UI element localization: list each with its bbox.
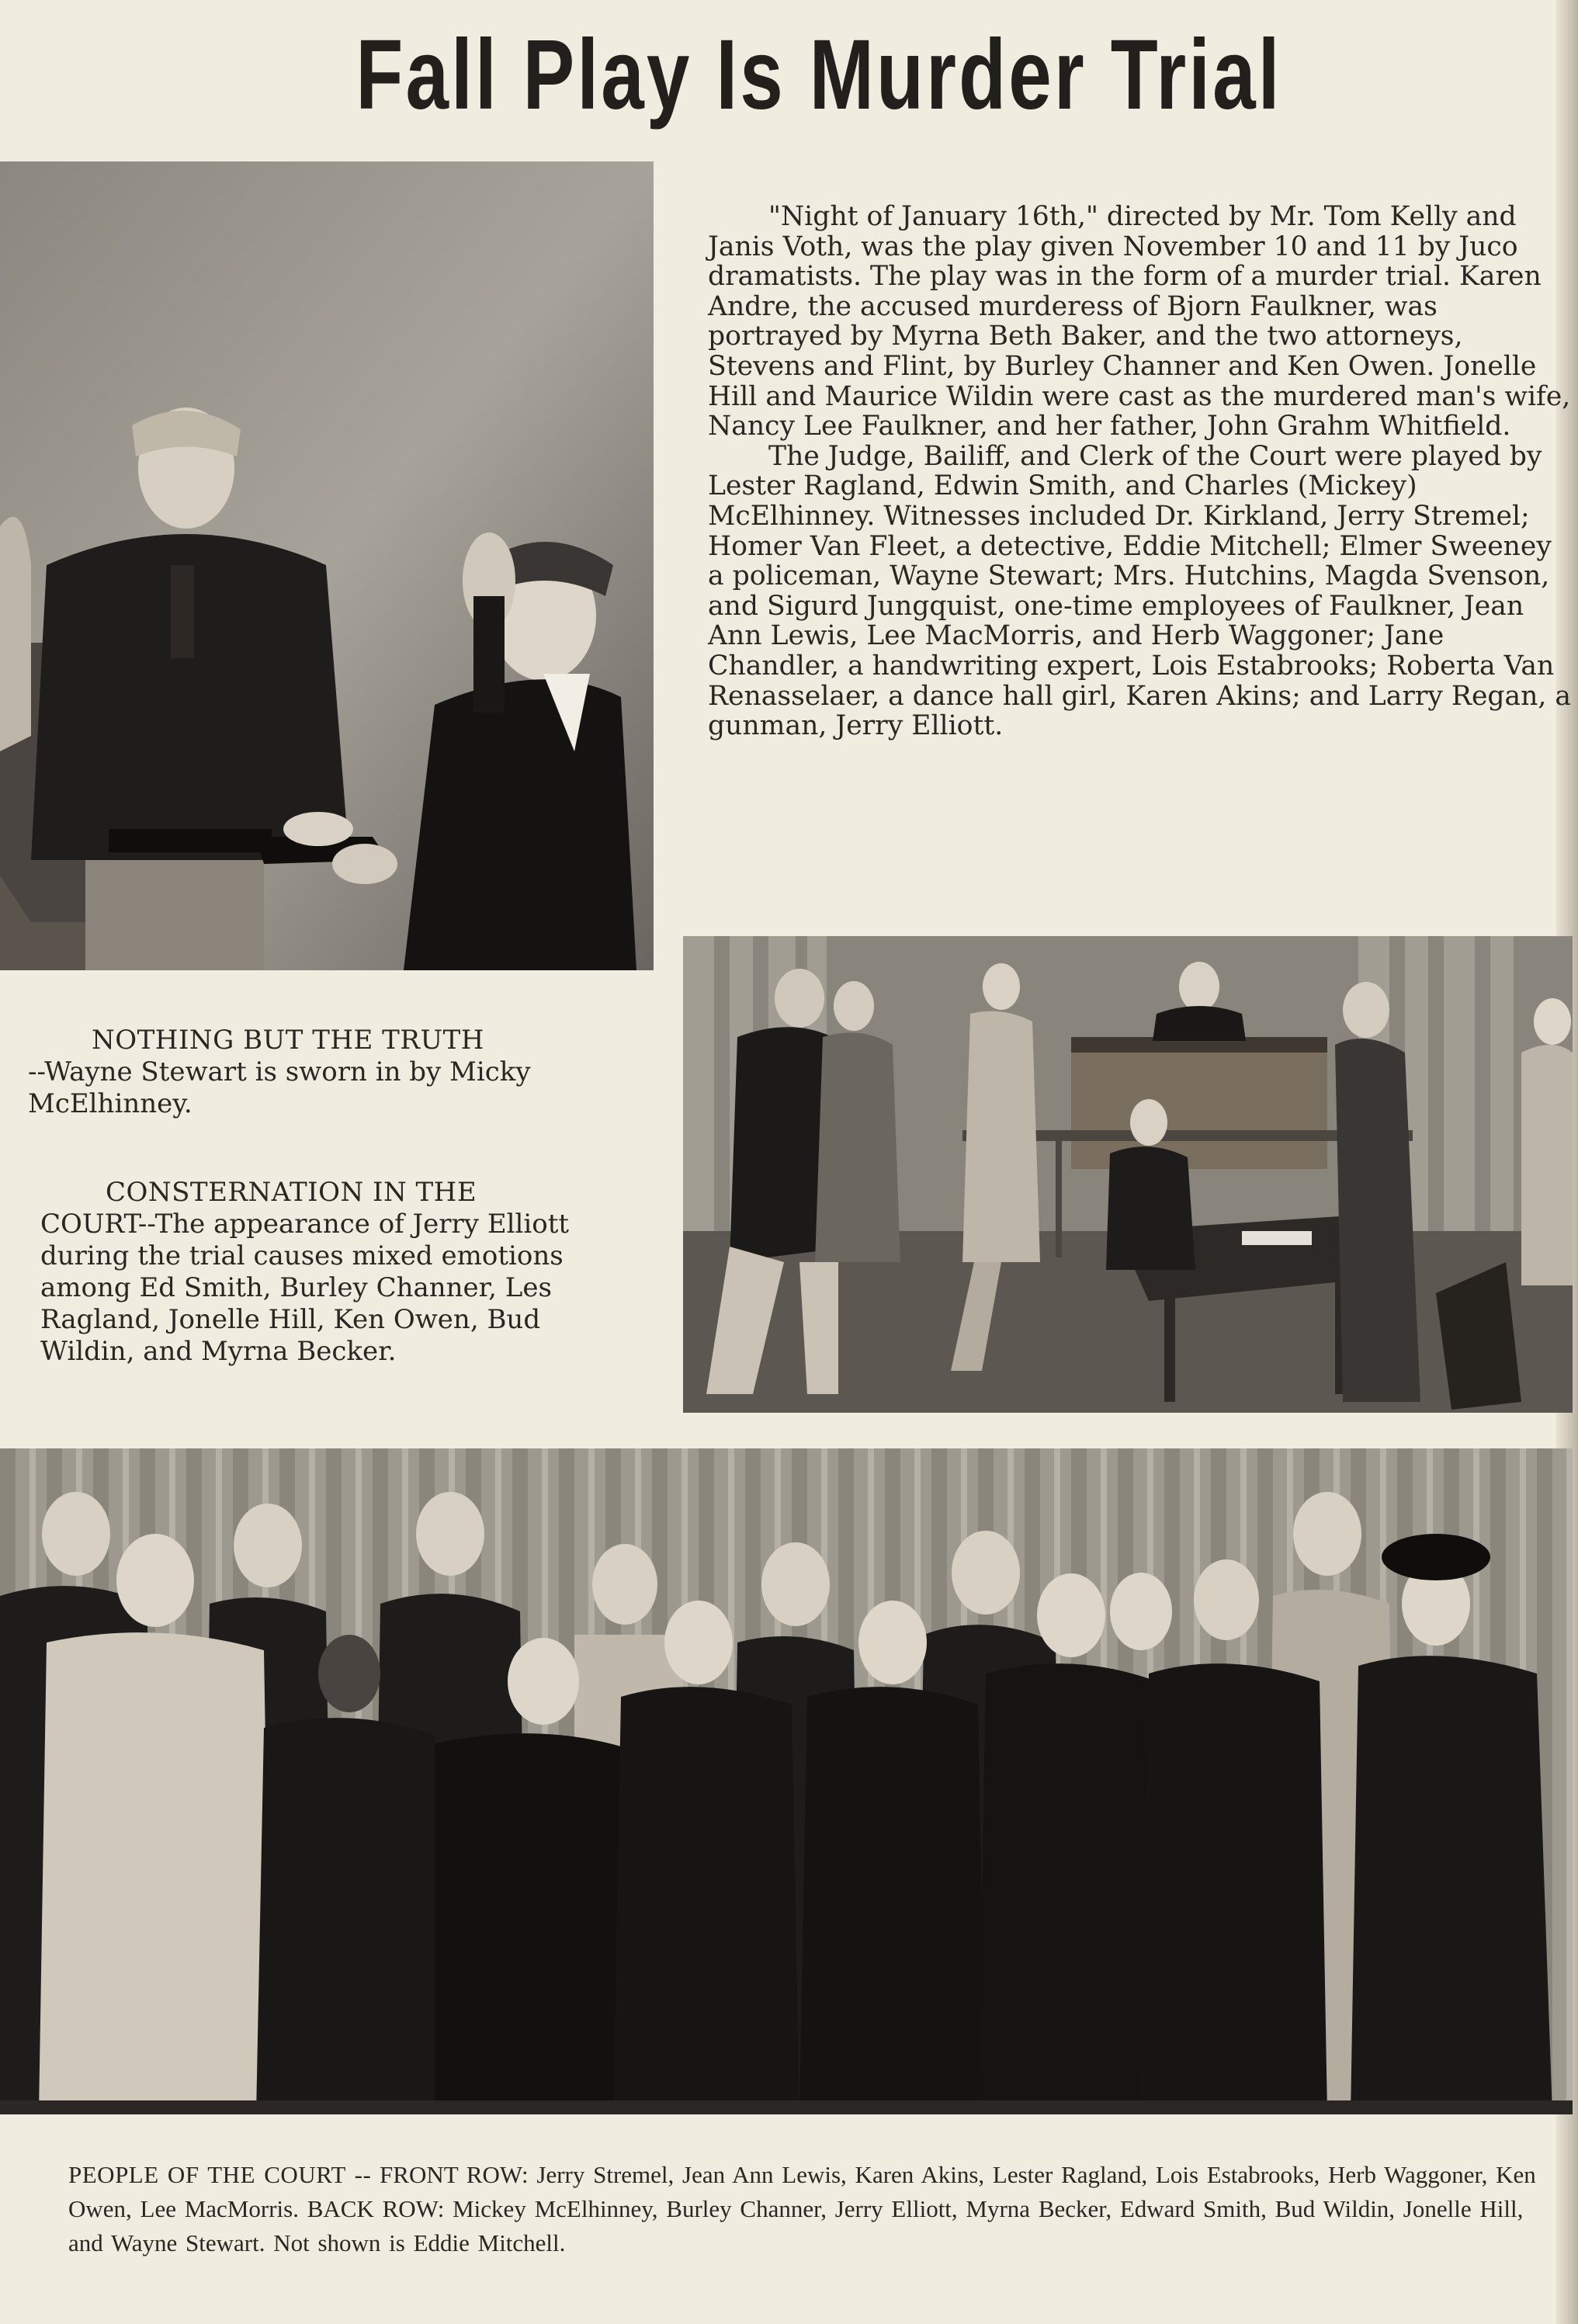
caption-courtroom — [40, 1177, 630, 1368]
caption-cast-lead: PEOPLE OF THE COURT -- — [68, 2161, 372, 2188]
caption-courtroom-body: COURT--The appearance of Jerry Elliott during the trial causes mixed emotions among Ed Smith, Burley Channer, Les Ragland, Jonelle Hill, Ken Owen, Bud Wildin, and Myrna Becker. — [40, 1209, 570, 1367]
caption-swearing-in — [28, 1025, 633, 1120]
article-paragraph-2 — [708, 442, 1573, 741]
caption-cast-group — [68, 2158, 1543, 2260]
caption-courtroom-head: CONSTERNATION IN THE — [106, 1177, 477, 1208]
caption-swearing-in-head: NOTHING BUT THE TRUTH — [92, 1025, 484, 1056]
photo-swearing-in — [0, 161, 654, 970]
article-paragraph-2-text: The Judge, Bailiff, and Clerk of the Court were played by Lester Ragland, Edwin Smith, and Charles (Mickey) McElhinney. Witnesses included Dr. Kirkland, Jerry Stremel; Homer Van Fleet, a detective, Eddie Mitchell; Elmer Sweeney a policeman, Wayne Stewart; Mrs. Hutchins, Magda Svenson, and Sigurd Jungquist, one-time employees of Faulkner, Jean Ann Lewis, Lee MacMorris, and Herb Waggoner; Jane Chandler, a handwriting expert, Lois Estabrooks; Roberta Van Renasselaer, a dance hall girl, Karen Akins; and Larry Regan, a gunman, Jerry Elliott. — [708, 440, 1572, 742]
caption-cast-body: FRONT ROW: Jerry Stremel, Jean Ann Lewis, Karen Akins, Lester Ragland, Lois Estabrooks, Herb Waggoner, Ken Owen, Lee MacMorris. BACK ROW: Mickey McElhinney, Burley Channer, Jerry Elliott, Myrna Becker, Edward Smith, Bud Wildin, Jonelle Hill, and Wayne Stewart. Not shown is Eddie Mitchell. — [68, 2161, 1536, 2256]
caption-swearing-in-body: --Wayne Stewart is sworn in by Micky McElhinney. — [28, 1056, 531, 1119]
photo-courtroom-scene — [683, 936, 1573, 1413]
article-paragraph-1 — [708, 202, 1573, 442]
photo-cast-group — [0, 1448, 1573, 2114]
article-paragraph-1-text: "Night of January 16th," directed by Mr. Tom Kelly and Janis Voth, was the play given November 10 and 11 by Juco dramatists. The play was in the form of a murder trial. Karen Andre, the accused murderess of Bjorn Faulkner, was portrayed by Myrna Beth Baker, and the two attorneys, Stevens and Flint, by Burley Channer and Ken Owen. Jonelle Hill and Maurice Wildin were cast as the murdered man's wife, Nancy Lee Faulkner, and her father, John Grahm Whitfield. — [708, 201, 1571, 442]
article-body — [708, 202, 1573, 741]
page-title: Fall Play Is Murder Trial — [355, 19, 1282, 130]
